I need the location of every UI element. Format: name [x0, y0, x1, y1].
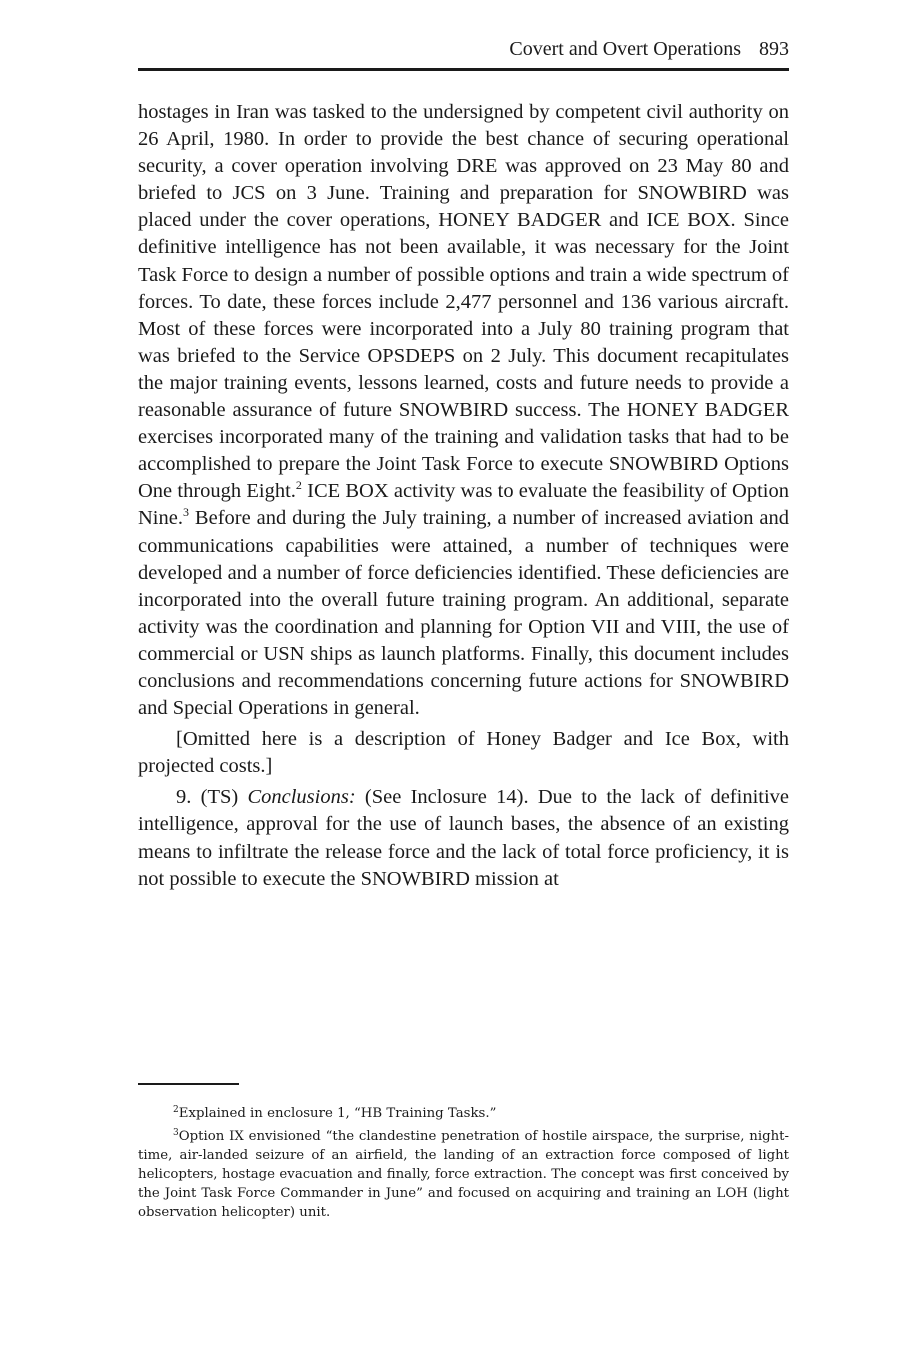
paragraph-1-part-a: hostages in Iran was tasked to the undersigned by competent civil authority on 26 April, 1980. In order to provide the best chance of securing operational security, a cover operation involving DRE was approved on 23 May 80 and briefed to JCS on 3 June. Training and preparation for SNOWBIRD was placed under the cover operations, HONEY BADGER and ICE BOX. Since definitive intelligence has not been available, it was necessary for the Joint Task Force to design a number of possible options and train a wide spectrum of forces. To date, these forces include 2,477 personnel and 136 various aircraft. Most of these forces were incorporated into a July 80 training program that was briefed to the Service OPSDEPS on 2 July. This document recapitulates the major training events, lessons learned, costs and future needs to provide a reasonable assurance of future SNOWBIRD success. The HONEY BADGER exercises incorporated many of the training and validation tasks that had to be accomplished to prepare the Joint Task Force to execute SNOWBIRD Options One through Eight. — [138, 101, 790, 503]
paragraph-1-part-c: Before and during the July training, a number of increased aviation and communications capabilities were attained, a number of techniques were developed and a number of force deficiencies identified. These deficiencies are incorporated into the overall future training program. An additional, separate activity was the coordination and planning for Option VII and VIII, the use of commercial or USN ships as launch platforms. Finally, this document includes conclusions and recommendations concerning future actions for SNOWBIRD and Special Operations in general. — [138, 507, 789, 720]
paragraph-2: [Omitted here is a description of Honey Badger and Ice Box, with projected costs.] — [138, 728, 789, 778]
running-header — [138, 34, 789, 64]
footnote-3-number: 3 — [173, 1128, 179, 1138]
footnote-2-number: 2 — [173, 1105, 179, 1115]
page-number: 893 — [759, 38, 789, 60]
running-title: Covert and Overt Operations — [509, 38, 741, 60]
footnote-ref-3: 3 — [182, 505, 189, 520]
footnote-2 — [138, 1104, 789, 1123]
footnote-3-text: Option IX envisioned “the clandestine penetration of hostile airspace, the surprise, night-time, air-landed seizure of an airfield, the landing of an extraction force composed of light helicopters, hostage evacuation and finally, force extraction. The concept was first conceived by the Joint Task Force Commander in June” and focused on acquiring and training an LOH (light observation helicopter) unit. — [138, 1129, 789, 1220]
paragraph-3 — [138, 784, 789, 892]
paragraph-1-part-b: ICE BOX activity was to evaluate the feasibility of Option Nine. — [138, 480, 789, 530]
footnote-2-text: Explained in enclosure 1, “HB Training Tasks.” — [178, 1106, 497, 1121]
paragraph-1 — [138, 99, 789, 722]
footnote-3 — [138, 1127, 789, 1222]
footnotes — [138, 1104, 789, 1226]
conclusions-heading: Conclusions: — [247, 786, 356, 809]
footnote-ref-2: 2 — [295, 478, 302, 493]
body-text — [138, 99, 789, 893]
header-rule — [138, 68, 789, 71]
footnote-rule — [138, 1083, 239, 1085]
paragraph-3-text: (See Inclosure 14). Due to the lack of definitive intelligence, approval for the use of launch bases, the absence of an existing means to infiltrate the release force and the lack of total force proficiency, it is not possible to execute the SNOWBIRD mission at — [138, 786, 790, 890]
paragraph-3-prefix: 9. (TS) — [176, 786, 248, 809]
